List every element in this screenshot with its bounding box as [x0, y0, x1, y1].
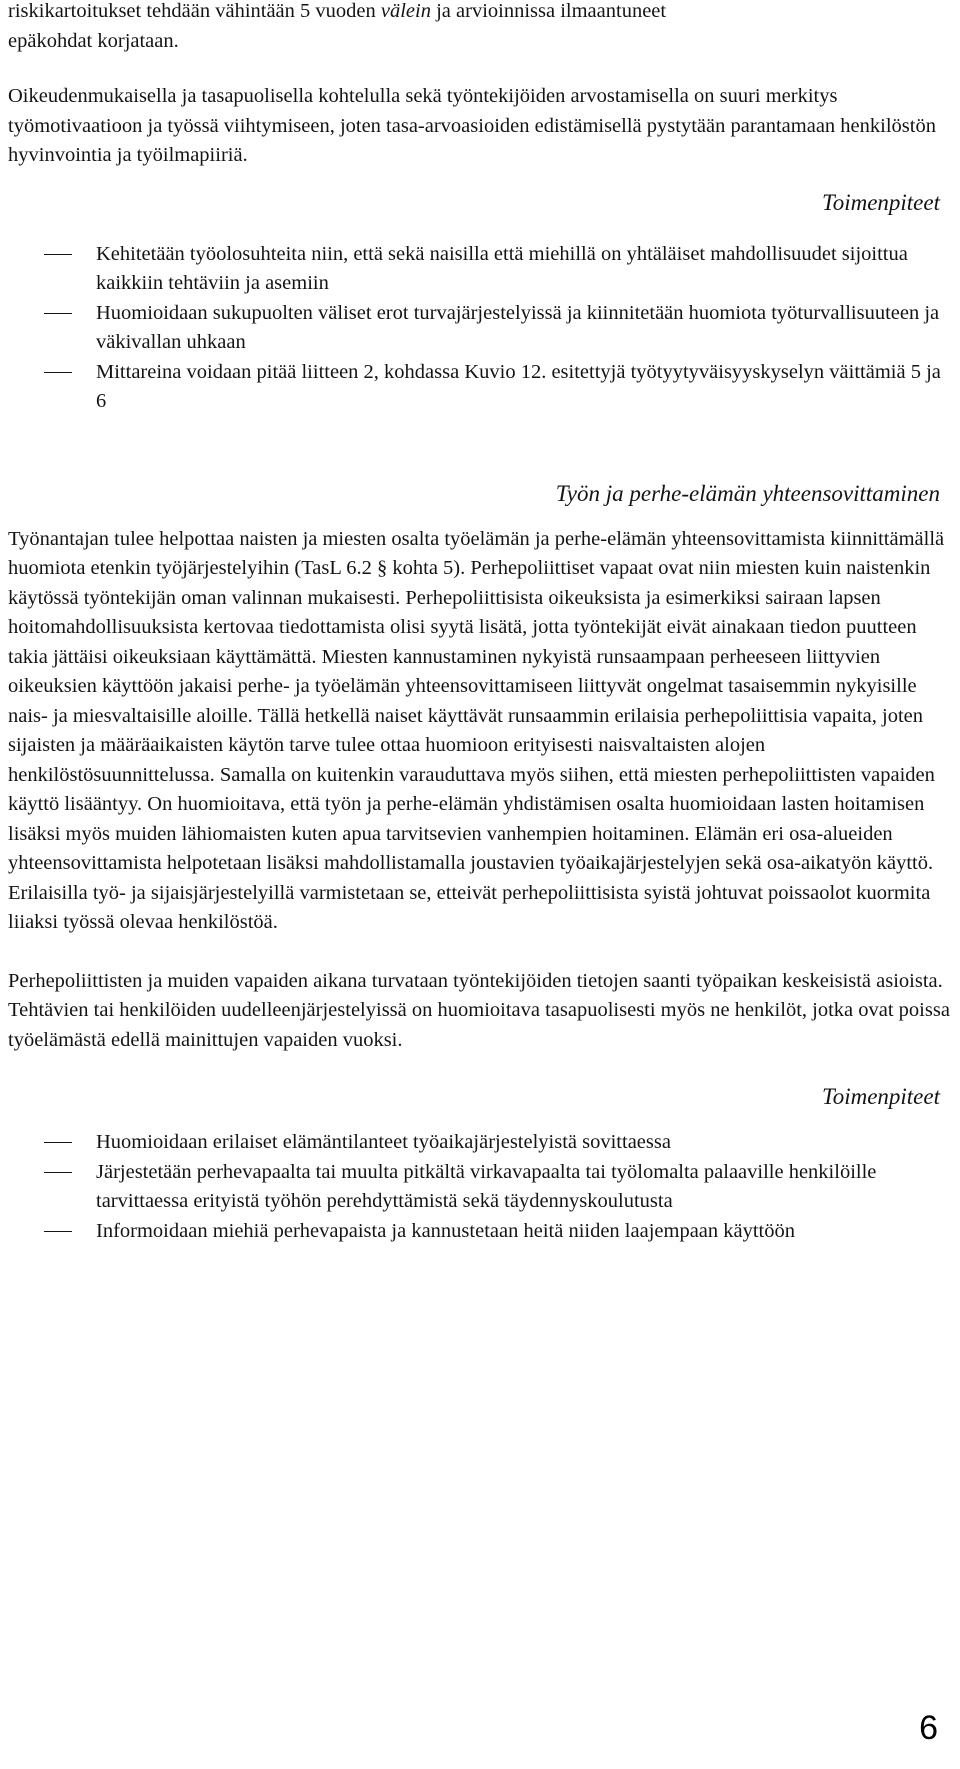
list-item — [8, 299, 950, 358]
family-paragraph-1: Työnantajan tulee helpottaa naisten ja miesten osalta työelämän ja perhe-elämän yhteensovittamista kiinnittämällä huomiota etenkin työjärjestelyihin (TasL 6.2 § kohta 5). Perhepoliittiset vapaat ovat niin miesten kuin naistenkin käytössä työntekijän oman valinnan mukaisesti. Perhepoliittisista oikeuksista ja esimerkiksi sairaan lapsen hoitomahdollisuuksista kertovaa tiedottamista olisi syytä lisätä, jotta työntekijät eivät ainakaan tiedon puutteen takia jättäisi oikeuksiaan käyttämättä. Miesten kannustaminen nykyistä runsaampaan perheeseen liittyvien oikeuksien käyttöön jakaisi perhe- ja työelämän yhteensovittamiseen liittyvät ongelmat tasaisemmin nykyisille nais- ja miesvaltaisille aloille. Tällä hetkellä naiset käyttävät runsaammin erilaisia perhepoliittisia vapaita, joten sijaisten ja määräaikaisten käytön tarve tulee ottaa huomioon erityisesti naisvaltaisten alojen henkilöstösuunnittelussa. Samalla on kuitenkin varauduttava myös siihen, että miesten perhepoliittisten vapaiden käyttö lisääntyy. On huomioitava, että työn ja perhe-elämän yhdistämisen osalta huomioidaan lasten hoitamisen lisäksi myös muiden lähiomaisten kuten apua tarvitsevien vanhempien hoitaminen. Elämän eri osa-alueiden yhteensovittamista helpotetaan lisäksi mahdollistamalla joustavien työaikajärjestelyjen sekä osa-aikatyön käyttö. Erilaisilla työ- ja sijaisjärjestelyillä varmistetaan se, etteivät perhepoliittisista syistä johtuvat poissaolot kuormita liiaksi työssä olevaa henkilöstöä. — [8, 527, 945, 933]
list-item — [8, 1128, 950, 1158]
list-item-text: Huomioidaan erilaiset elämäntilanteet työaikajärjestelyistä sovittaessa — [96, 1131, 671, 1153]
family-paragraph-2: Perhepoliittisten ja muiden vapaiden aikana turvataan työntekijöiden tietojen saanti työpaikan keskeisistä asioista. Tehtävien tai henkilöiden uudelleenjärjestelyissä on huomioitava tasapuolisesti myös ne henkilöt, jotka ovat poissa työelämästä edellä mainittujen vapaiden vuoksi. — [8, 969, 950, 1051]
measures-list-2 — [8, 1128, 950, 1246]
list-item-text: Kehitetään työolosuhteita niin, että sekä naisilla että miehillä on yhtäläiset mahdollisuudet sijoittua kaikkiin tehtäviin ja asemiin — [96, 242, 908, 294]
measures-heading-2: Toimenpiteet — [822, 1084, 940, 1109]
list-item — [8, 358, 950, 417]
intro-italic-word: välein — [380, 0, 431, 22]
dash-bullet — [44, 372, 72, 373]
dash-bullet — [44, 1231, 72, 1232]
list-item — [8, 1158, 950, 1217]
intro-text-line2: epäkohdat korjataan. — [8, 29, 179, 52]
intro-paragraph — [8, 0, 950, 56]
measures-list-1 — [8, 240, 950, 417]
list-item — [8, 240, 950, 299]
dash-bullet — [44, 1142, 72, 1143]
page-number: 6 — [919, 1709, 938, 1747]
dash-bullet — [44, 1172, 72, 1173]
intro-text-start: riskikartoitukset tehdään vähintään 5 vuoden — [8, 0, 381, 22]
list-item-text: Informoidaan miehiä perhevapaista ja kannustetaan heitä niiden laajempaan käyttöön — [96, 1219, 796, 1242]
dash-bullet — [44, 254, 72, 255]
measures-heading-1: Toimenpiteet — [822, 189, 940, 215]
list-item-text: Huomioidaan sukupuolten väliset erot turvajärjestelyissä ja kiinnitetään huomiota työturvallisuuteen ja väkivallan uhkaan — [96, 301, 940, 353]
document-page — [8, 0, 950, 1246]
list-item-text: Järjestetään perhevapaalta tai muulta pitkältä virkavapaalta tai työlomalta palaaville henkilöille tarvittaessa erityistä työhön perehdyttämistä sekä täydennyskoulutusta — [96, 1160, 877, 1212]
list-item — [8, 1217, 950, 1247]
list-item-text: Mittareina voidaan pitää liitteen 2, kohdassa Kuvio 12. esitettyjä työtyytyväisyyskyselyn väittämiä 5 ja 6 — [96, 360, 941, 412]
section-heading-family: Työn ja perhe-elämän yhteensovittaminen — [555, 480, 940, 506]
intro-text-end: ja arvioinnissa ilmaantuneet — [430, 0, 667, 22]
fairness-paragraph: Oikeudenmukaisella ja tasapuolisella kohtelulla sekä työntekijöiden arvostamisella on suuri merkitys työmotivaatioon ja työssä viihtymiseen, joten tasa-arvoasioiden edistämisellä pystytään parantamaan henkilöstön hyvinvointia ja työilmapiiriä. — [8, 85, 936, 166]
dash-bullet — [44, 313, 72, 314]
